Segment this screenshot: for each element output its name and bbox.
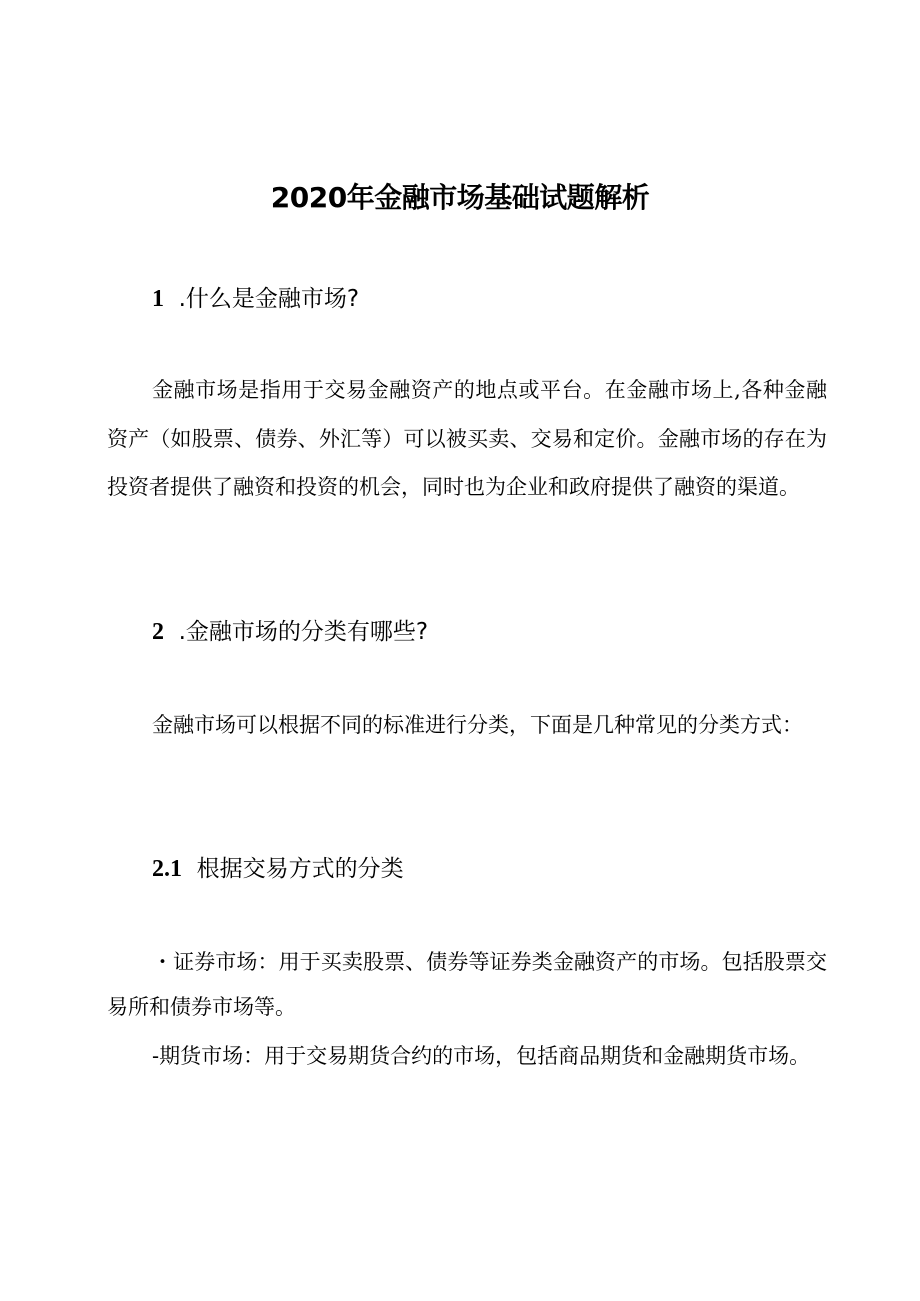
- section-heading-text: .什么是金融市场?: [178, 286, 360, 312]
- section-heading-2-1: [152, 851, 404, 887]
- section-number: 1: [152, 286, 164, 312]
- list-item-futures-market: -期货市场：用于交易期货合约的市场，包括商品期货和金融期货市场。: [152, 1044, 811, 1068]
- section-number: 2: [152, 619, 164, 645]
- document-title: 2020年金融市场基础试题解析: [270, 181, 650, 214]
- section-heading-1: [152, 281, 359, 317]
- section-number: 2.1: [152, 856, 182, 882]
- body-paragraph: 金融市场是指用于交易金融资产的地点或平台。在金融市场上,各种金融资产（如股票、债券、外汇等）可以被买卖、交易和定价。金融市场的存在为投资者提供了融资和投资的机会，同时也为企业和政府提供了融资的渠道。: [107, 378, 827, 499]
- section-heading-2: [152, 614, 428, 650]
- list-item-securities-market: ・证券市场：用于买卖股票、债券等证券类金融资产的市场。包括股票交易所和债券市场等。: [107, 950, 827, 1019]
- section-heading-text: .金融市场的分类有哪些?: [178, 619, 429, 645]
- body-paragraph: 金融市场可以根据不同的标准进行分类，下面是几种常见的分类方式：: [152, 713, 803, 737]
- section-heading-text: 根据交易方式的分类: [196, 856, 404, 882]
